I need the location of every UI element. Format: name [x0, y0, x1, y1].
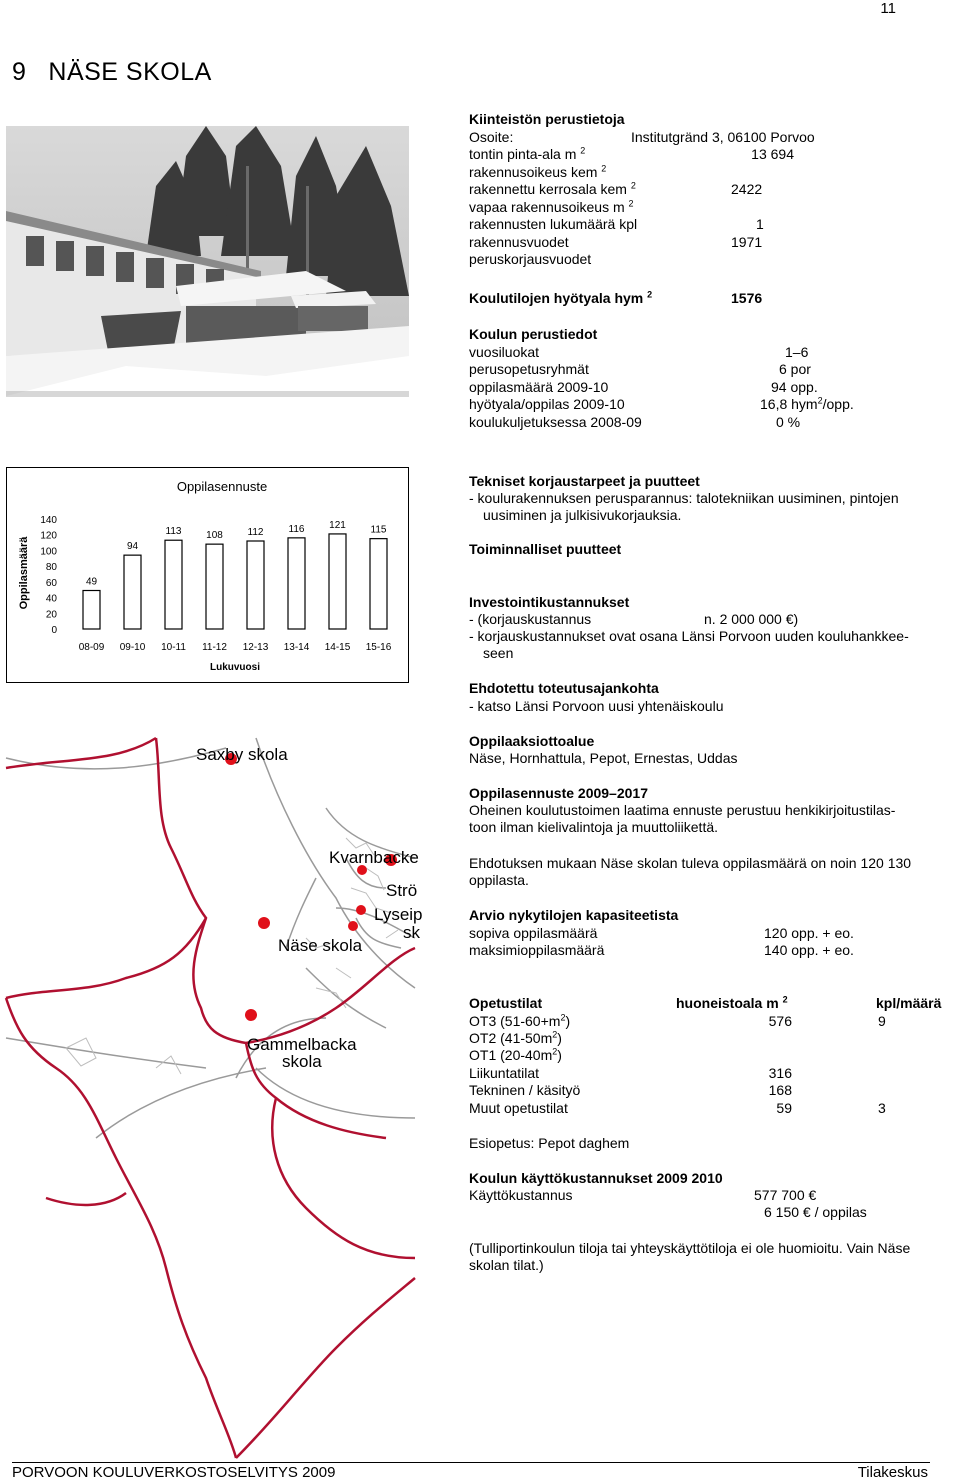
y-tick-label: 60: [45, 577, 57, 589]
investment-item2-line1: - korjauskustannukset ovat osana Länsi Porvoon uuden kouluhankkee-: [469, 628, 909, 644]
grades-label: vuosiluokat: [469, 344, 540, 360]
groups-label: perusopetusryhmät: [469, 361, 589, 377]
build-years-value: 1971: [731, 234, 763, 250]
y-tick-label: 140: [40, 515, 57, 526]
timing-title: Ehdotettu toteutusajankohta: [469, 680, 659, 696]
footer-left: PORVOON KOULUVERKOSTOSELVITYS 2009: [12, 1464, 336, 1481]
investment-item1-b: n. 2 000 000 €): [704, 611, 799, 627]
usable-area-value: 1576: [731, 290, 763, 306]
address-label: Osoite:: [469, 129, 514, 145]
forecast-line2: toon ilman kielivalintoja ja muuttoliikettä.: [469, 819, 719, 835]
transport-label: koulukuljetuksessa 2008-09: [469, 414, 642, 430]
bar-12-13: [247, 541, 264, 629]
forecast-line1: Oheinen koulutustoimen laatima ennuste perustuu henkikirjoitustilas-: [469, 802, 896, 818]
capacity-title: Arvio nykytilojen kapasiteetista: [469, 907, 679, 923]
capacity-suitable-label: sopiva oppilasmäärä: [469, 925, 598, 941]
pupils-label: oppilasmäärä 2009-10: [469, 379, 609, 395]
chart-title: Oppilasennuste: [176, 479, 268, 494]
building-right-label: rakennusoikeus kem $^2$: [469, 163, 607, 180]
section-number: 9: [12, 58, 27, 86]
map-label: skola: [282, 1052, 322, 1071]
map-label: Lyseip: [374, 905, 423, 924]
forecast-line4: oppilasta.: [469, 872, 529, 888]
rooms-row-name: Liikuntatilat: [469, 1065, 540, 1081]
forecast-line3: Ehdotuksen mukaan Näse skolan tuleva oppilasmäärä on noin 120 130: [469, 855, 912, 871]
area-title: Oppilaaksiottoalue: [469, 733, 595, 749]
data-label: 49: [85, 576, 98, 588]
y-tick-label: 80: [45, 562, 57, 574]
address-value: Institutgränd 3, 06100 Porvoo: [631, 129, 815, 145]
grades-value: 1–6: [785, 344, 809, 360]
plot-area-value: 13 694: [751, 146, 794, 162]
rooms-row-area: 168: [768, 1082, 792, 1098]
bar-15-16: [370, 539, 387, 629]
transport-value: 0 %: [776, 414, 801, 430]
investment-title: Investointikustannukset: [469, 594, 630, 610]
rooms-header-col3: kpl/määrä: [876, 995, 942, 1011]
x-tick-label: 10-11: [161, 642, 186, 653]
tech-item-line1: - koulurakennuksen perusparannus: talotekniikan uusiminen, pintojen: [469, 490, 899, 506]
rooms-row-name: OT3 $(51-60+m^2)$: [469, 1012, 571, 1029]
y-tick-label: 40: [45, 593, 57, 605]
pupils-value: 94 opp.: [771, 379, 818, 395]
pupil-forecast-chart: [6, 467, 409, 683]
footer-divider: [12, 1462, 930, 1463]
bar-09-10: [124, 555, 141, 629]
built-floor-value: 2422: [731, 181, 763, 197]
x-tick-label: 08-09: [78, 642, 105, 653]
school-photo: [6, 126, 409, 430]
tech-title: Tekniset korjaustarpeet ja puutteet: [469, 473, 700, 489]
chart-svg: [7, 468, 408, 682]
page-number: 11: [880, 0, 896, 17]
area-text: Näse, Hornhattula, Pepot, Ernestas, Uddas: [469, 750, 738, 766]
area-per-pupil-label: hyötyala/oppilas 2009-10: [469, 396, 625, 412]
catchment-map: [6, 738, 423, 1458]
costs-title: Koulun käyttökustannukset 2009 2010: [469, 1170, 723, 1186]
section-title: NÄSE SKOLA: [48, 58, 212, 86]
investment-item1-a: - (korjauskustannus: [469, 611, 592, 627]
buildings-count-label: rakennusten lukumäärä kpl: [469, 216, 638, 232]
y-tick-label: 0: [51, 625, 57, 636]
bar-08-09: [83, 591, 100, 630]
rooms-row-name: OT2 $(41-50m^2)$: [469, 1029, 562, 1046]
rooms-row-area: [744, 1030, 792, 1047]
rooms-row-area: [744, 1047, 792, 1064]
buildings-count-value: 1: [756, 216, 764, 232]
groups-value: 6 por: [779, 361, 811, 377]
data-label: 108: [206, 530, 223, 542]
rooms-header-col2: huoneistoala m $^2$: [676, 994, 788, 1011]
x-tick-label: 13-14: [283, 642, 310, 653]
map-label: Kvarnbacke: [329, 848, 419, 867]
data-label: 121: [329, 519, 346, 531]
y-tick-label: 20: [45, 609, 57, 621]
rooms-row-count: 3: [878, 1100, 886, 1116]
rooms-row-area: 316: [768, 1065, 792, 1081]
tech-item-line2: uusiminen ja julkisivukorjauksia.: [483, 507, 682, 523]
built-floor-label: rakennettu kerrosala kem $^2$: [469, 180, 636, 197]
costs-label: Käyttökustannus: [469, 1187, 573, 1203]
rooms-header-col1: Opetustilat: [469, 995, 543, 1011]
forecast-title: Oppilasennuste 2009–2017: [469, 785, 648, 801]
map-label: Gammelbacka: [247, 1035, 357, 1054]
data-label: 94: [126, 541, 139, 553]
map-label: Näse skola: [278, 936, 363, 955]
rooms-row-name: OT1 $(20-40m^2)$: [469, 1046, 562, 1063]
property-title: Kiinteistön perustietoja: [469, 111, 625, 127]
y-tick-label: 120: [40, 530, 57, 542]
rooms-row-name: Tekninen / käsityö: [469, 1082, 581, 1098]
plot-area-label: tontin pinta-ala m $^2$: [469, 145, 586, 162]
bar-10-11: [165, 540, 182, 629]
functional-title: Toiminnalliset puutteet: [469, 541, 622, 557]
investment-item2-line2: seen: [483, 645, 514, 661]
x-tick-label: 15-16: [365, 642, 392, 653]
x-tick-label: 12-13: [242, 642, 269, 653]
bar-11-12: [206, 544, 223, 629]
capacity-max-value: 140 opp. + eo.: [764, 942, 854, 958]
x-tick-label: 09-10: [119, 642, 146, 653]
y-tick-label: 100: [40, 546, 57, 558]
page-title: [12, 58, 212, 87]
rooms-row-count: 9: [878, 1013, 886, 1029]
x-tick-label: 11-12: [202, 642, 227, 653]
build-years-label: rakennusvuodet: [469, 234, 569, 250]
note-line1: (Tulliportinkoulun tiloja tai yhteyskäyttötiloja ei ole huomioitu. Vain Näse: [469, 1240, 911, 1256]
rooms-row-area: 59: [776, 1100, 792, 1116]
school-basic-title: Koulun perustiedot: [469, 326, 598, 342]
data-label: 112: [247, 527, 264, 538]
renovation-years-label: peruskorjausvuodet: [469, 251, 592, 267]
data-label: 115: [370, 524, 387, 536]
footer-right: Tilakeskus: [857, 1464, 928, 1481]
chart-ylabel: Oppilasmäärä: [18, 536, 30, 610]
x-tick-label: 14-15: [324, 642, 351, 653]
bar-13-14: [288, 538, 305, 629]
data-label: 116: [288, 523, 305, 535]
map-label: Strö: [386, 881, 418, 900]
free-right-label: vapaa rakennusoikeus m $^2$: [469, 198, 634, 215]
usable-area-label: Koulutilojen hyötyala hym $^2$: [469, 289, 653, 306]
capacity-max-label: maksimioppilasmäärä: [469, 942, 605, 958]
chart-xlabel: Lukuvuosi: [209, 662, 261, 673]
data-label: 113: [165, 526, 182, 538]
timing-item: - katso Länsi Porvoon uusi yhtenäiskoulu: [469, 698, 724, 714]
costs-value1: 577 700 €: [754, 1187, 817, 1203]
note-line2: skolan tilat.): [469, 1257, 544, 1273]
bar-14-15: [329, 534, 346, 629]
map-label: sk: [403, 923, 420, 942]
rooms-row-area: 576: [768, 1013, 792, 1029]
costs-value2: 6 150 € / oppilas: [764, 1204, 867, 1220]
capacity-suitable-value: 120 opp. + eo.: [764, 925, 854, 941]
rooms-row-name: Muut opetustilat: [469, 1100, 568, 1116]
area-per-pupil-value: 16,8 hym$^2$/opp.: [760, 395, 854, 412]
preschool-text: Esiopetus: Pepot daghem: [469, 1135, 630, 1151]
map-label: Saxby skola: [196, 745, 288, 764]
